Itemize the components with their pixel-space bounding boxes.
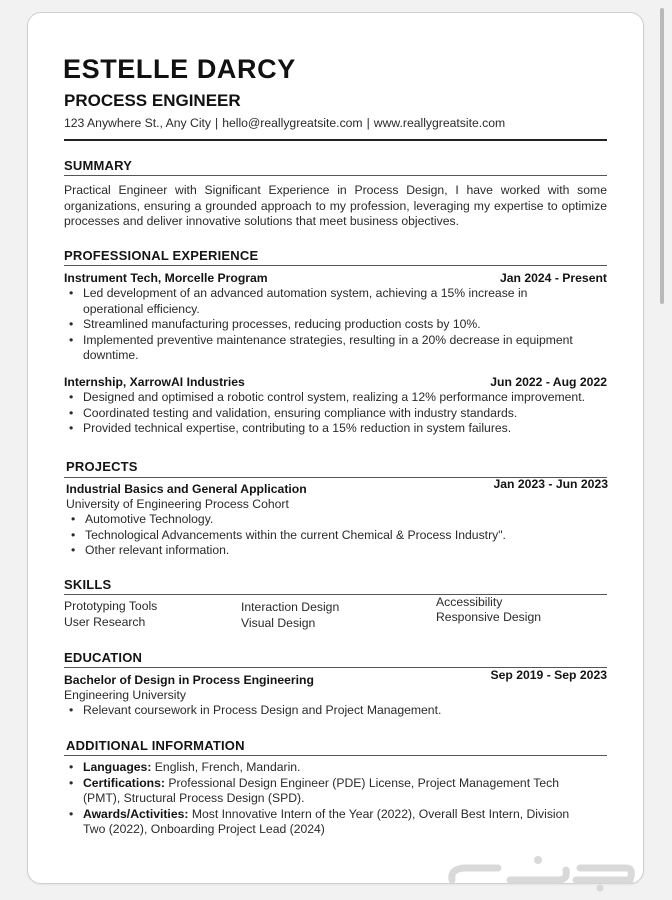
email-link[interactable]: hello@reallygreatsite.com [222,116,363,130]
job-title: Instrument Tech, Morcelle Program [64,271,268,285]
list-item: • Provided technical expertise, contributing to a 15% reduction in system failures. [64,421,607,437]
skill-item: Accessibility [436,595,503,609]
resume-page [27,12,644,884]
list-item: • Relevant coursework in Process Design and Project Management. [64,703,607,719]
additional-heading: ADDITIONAL INFORMATION [66,738,245,753]
education-bullets [64,703,607,719]
list-item: • Implemented preventive maintenance strategies, resulting in a 20% decrease in equipment downtime. [64,333,584,364]
list-item [64,807,584,838]
website-link[interactable]: www.reallygreatsite.com [373,116,506,130]
item-text: English, French, Mandarin. [154,760,301,774]
education-heading: EDUCATION [64,650,143,665]
item-label: Awards/Activities: [83,806,189,821]
project-title: Industrial Basics and General Application [66,482,307,496]
list-item: • Automotive Technology. [66,512,606,528]
school-name: Engineering University [64,688,186,702]
job-title: Internship, XarrowAI Industries [64,375,245,389]
skill-item: Visual Design [241,616,316,630]
haraj-watermark-logo [440,848,640,894]
list-item: • Technological Advancements within the current Chemical & Process Industry". [66,528,606,544]
skill-item: Prototyping Tools [64,599,158,613]
scrollbar[interactable] [660,8,664,304]
candidate-role: PROCESS ENGINEER [64,91,241,110]
section-divider [64,594,607,595]
item-label: Languages: [83,760,152,774]
project-dates: Jan 2023 - Jun 2023 [493,477,608,491]
separator: | [215,116,219,130]
list-item [64,776,584,807]
additional-list [64,760,584,838]
skills-heading: SKILLS [64,577,112,592]
summary-text: Practical Engineer with Significant Experience in Process Design, I have worked with some organizations, ensuring a grounded approach to my profession, leveraging my expertise to optimize processes and deliver innovative solutions that meet business objectives. [64,183,607,229]
project-bullets [66,512,606,559]
education-dates: Sep 2019 - Sep 2023 [490,668,607,682]
job-dates: Jun 2022 - Aug 2022 [490,375,607,389]
candidate-name: ESTELLE DARCY [63,54,296,84]
contact-line [64,116,505,130]
projects-heading: PROJECTS [66,459,138,474]
header-divider [64,139,607,141]
job-bullets [64,390,607,437]
section-divider [64,265,607,266]
job-dates: Jan 2024 - Present [499,271,607,285]
list-item: • Streamlined manufacturing processes, reducing production costs by 10%. [64,317,584,333]
summary-heading: SUMMARY [64,158,133,173]
job-bullets [64,286,584,364]
item-text: Most Innovative Intern of the Year (2022), Overall Best Intern, Division Two (2022), Onboarding Project Lead (2024) [83,806,570,837]
item-text: Professional Design Engineer (PDE) License, Project Management Tech (PMT), Structural Process Design (SPD). [83,775,559,806]
skill-item: User Research [64,615,146,629]
skill-item: Responsive Design [436,610,542,624]
list-item [64,760,584,776]
item-label: Certifications: [83,775,165,790]
separator: | [366,116,370,130]
experience-heading: PROFESSIONAL EXPERIENCE [64,248,259,263]
list-item: • Coordinated testing and validation, ensuring compliance with industry standards. [64,406,607,422]
list-item: • Designed and optimised a robotic control system, realizing a 12% performance improvement. [64,390,607,406]
skill-item: Interaction Design [241,600,340,614]
project-organization: University of Engineering Process Cohort [66,497,289,511]
degree-title: Bachelor of Design in Process Engineering [64,673,314,687]
section-divider [64,755,607,756]
list-item: • Led development of an advanced automation system, achieving a 15% increase in operational efficiency. [64,286,584,317]
section-divider [64,175,607,176]
list-item: • Other relevant information. [66,543,606,559]
address: 123 Anywhere St., Any City [64,116,212,130]
